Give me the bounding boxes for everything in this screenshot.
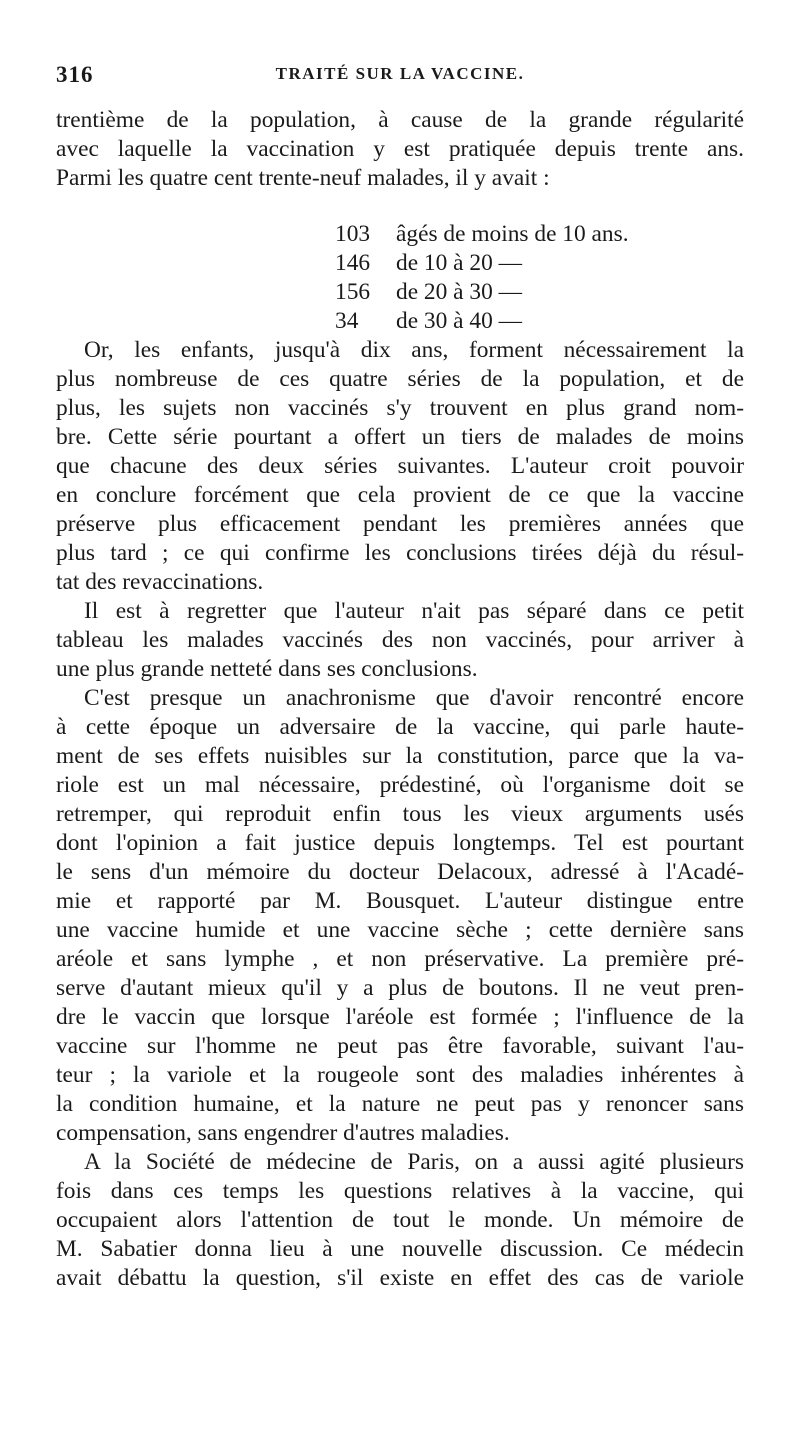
text-line: la condition humaine, et la nature ne peut pas y renoncer sans	[56, 1091, 744, 1117]
text-line: aréole et sans lymphe , et non préservative. La première pré-	[56, 946, 744, 972]
text-line: en conclure forcément que cela provient de ce que la vaccine	[56, 482, 744, 508]
age-range: de 20 à 30 —	[396, 279, 523, 305]
page-header	[56, 62, 744, 92]
text-line: avait débattu la question, s'il existe en effet des cas de variole	[56, 1265, 744, 1291]
table-row	[56, 249, 744, 278]
text-line: teur ; la variole et la rougeole sont des maladies inhérentes à	[56, 1062, 744, 1088]
text-line: vaccine sur l'homme ne peut pas être favorable, suivant l'au-	[56, 1033, 744, 1059]
text-line: retremper, qui reproduit enfin tous les vieux arguments usés	[56, 801, 744, 827]
table-row	[56, 220, 744, 249]
text-line: tableau les malades vaccinés des non vaccinés, pour arriver à	[56, 627, 744, 653]
text-line: bre. Cette série pourtant a offert un tiers de malades de moins	[56, 424, 744, 450]
age-range: de 10 à 20 —	[396, 250, 523, 276]
text-line: plus nombreuse de ces quatre séries de la population, et de	[56, 366, 744, 392]
text-line: avec laquelle la vaccination y est pratiquée depuis trente ans.	[56, 136, 744, 162]
text-line: serve d'autant mieux qu'il y a plus de boutons. Il ne veut pren-	[56, 975, 744, 1001]
page-number: 316	[56, 62, 94, 87]
main-text	[56, 336, 744, 1293]
patient-count: 156	[335, 279, 371, 305]
table-row	[56, 278, 744, 307]
age-range: âgés de moins de 10 ans.	[396, 221, 629, 247]
patient-count: 146	[335, 250, 371, 276]
text-line: trentième de la population, à cause de la grande régularité	[56, 107, 744, 133]
age-statistics-table	[56, 220, 744, 336]
text-line: C'est presque un anachronisme que d'avoir rencontré encore	[84, 685, 744, 711]
text-line: une plus grande netteté dans ses conclusions.	[56, 656, 478, 682]
patient-count: 34	[335, 308, 359, 334]
text-line: ment de ses effets nuisibles sur la constitution, parce que la va-	[56, 743, 744, 769]
patient-count: 103	[335, 221, 371, 247]
text-line: à cette époque un adversaire de la vaccine, qui parle haute-	[56, 714, 744, 740]
text-line: le sens d'un mémoire du docteur Delacoux, adressé à l'Acadé-	[56, 859, 744, 885]
text-line: dont l'opinion a fait justice depuis longtemps. Tel est pourtant	[56, 830, 744, 856]
text-line: Or, les enfants, jusqu'à dix ans, forment nécessairement la	[84, 337, 744, 363]
text-line: A la Société de médecine de Paris, on a aussi agité plusieurs	[84, 1149, 744, 1175]
age-range: de 30 à 40 —	[396, 308, 523, 334]
text-line: que chacune des deux séries suivantes. L'auteur croit pouvoir	[56, 453, 744, 479]
intro-paragraph	[56, 106, 744, 193]
text-line: plus, les sujets non vaccinés s'y trouvent en plus grand nom-	[56, 395, 744, 421]
text-line: préserve plus efficacement pendant les premières années que	[56, 511, 744, 537]
running-title: TRAITÉ SUR LA VACCINE.	[275, 64, 525, 83]
text-line: tat des revaccinations.	[56, 569, 264, 595]
text-line: Il est à regretter que l'auteur n'ait pas séparé dans ce petit	[84, 598, 744, 624]
text-line: riole est un mal nécessaire, prédestiné, où l'organisme doit se	[56, 772, 744, 798]
text-line: M. Sabatier donna lieu à une nouvelle discussion. Ce médecin	[56, 1236, 744, 1262]
text-line: plus tard ; ce qui confirme les conclusions tirées déjà du résul-	[56, 540, 744, 566]
table-row	[56, 307, 744, 336]
text-line: mie et rapporté par M. Bousquet. L'auteur distingue entre	[56, 888, 744, 914]
text-line: dre le vaccin que lorsque l'aréole est formée ; l'influence de la	[56, 1004, 744, 1030]
text-line: occupaient alors l'attention de tout le monde. Un mémoire de	[56, 1207, 744, 1233]
text-line: compensation, sans engendrer d'autres maladies.	[56, 1120, 510, 1146]
text-line: fois dans ces temps les questions relatives à la vaccine, qui	[56, 1178, 744, 1204]
text-line: Parmi les quatre cent trente-neuf malades, il y avait :	[56, 165, 550, 191]
text-line: une vaccine humide et une vaccine sèche ; cette dernière sans	[56, 917, 744, 943]
